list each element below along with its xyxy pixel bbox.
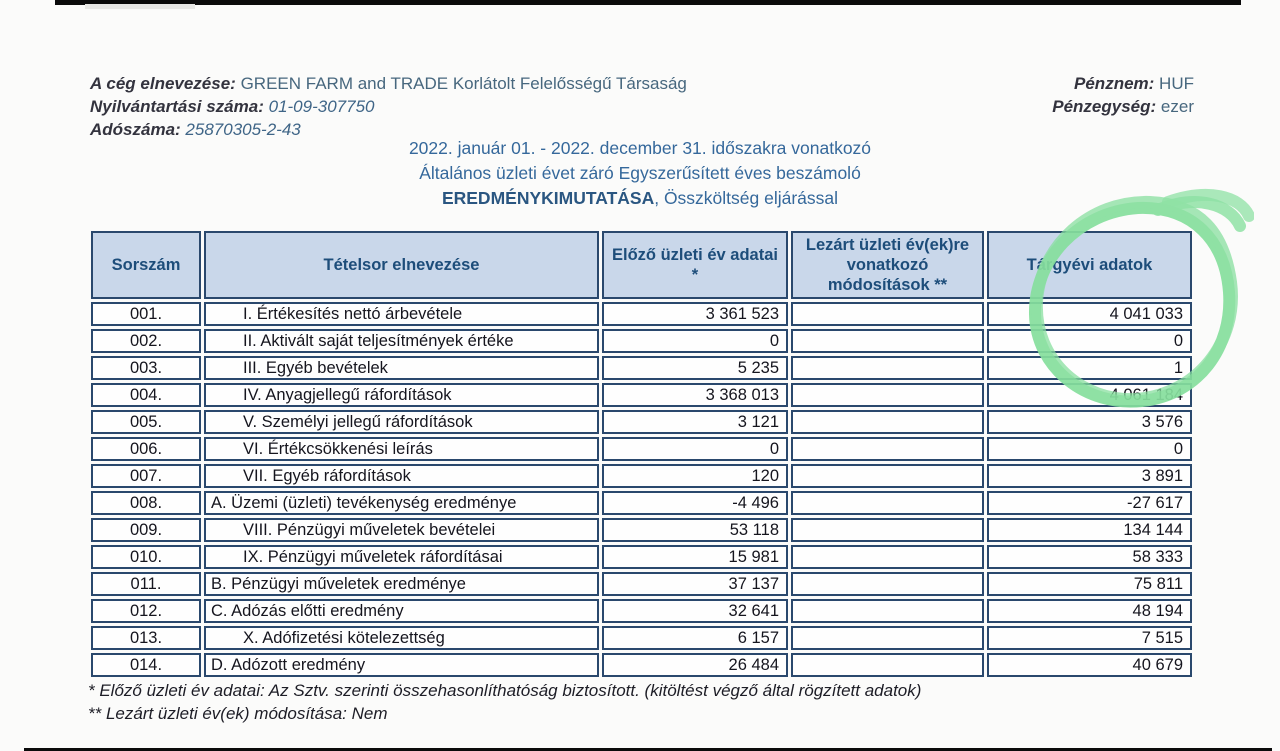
row-label-cell: VII. Egyéb ráfordítások [204,464,599,488]
table-row [91,464,1192,488]
row-label-cell: V. Személyi jellegű ráfordítások [204,410,599,434]
row-label-cell: II. Aktivált saját teljesítmények értéke [204,329,599,353]
current-year-value-cell: -27 617 [987,491,1192,515]
previous-year-value-cell: 15 981 [602,545,788,569]
registration-number-label: Nyilvántartási száma: [90,97,264,116]
row-label-cell: X. Adófizetési kötelezettség [204,626,599,650]
current-year-value-cell: 3 891 [987,464,1192,488]
report-type-line: Általános üzleti évet záró Egyszerűsített éves beszámoló [419,163,861,183]
table-row [91,491,1192,515]
row-label-cell: A. Üzemi (üzleti) tevékenység eredménye [204,491,599,515]
modifications-value-cell [791,437,984,461]
previous-year-value-cell: 5 235 [602,356,788,380]
report-period-line: 2022. január 01. - 2022. december 31. időszakra vonatkozó [408,138,872,158]
tax-number-label: Adószáma: [90,120,181,139]
current-year-value-cell: 134 144 [987,518,1192,542]
column-header-sorszam: Sorszám [91,231,201,299]
footnote-2: ** Lezárt üzleti év(ek) módosítása: Nem [88,704,388,723]
previous-year-value-cell: 3 361 523 [602,302,788,326]
current-year-value-cell: 4 061 184 [987,383,1192,407]
income-statement-table [88,228,1195,680]
currency-value: HUF [1159,74,1194,93]
row-number-cell: 004. [91,383,201,407]
modifications-value-cell [791,626,984,650]
company-name-value: GREEN FARM and TRADE Korlátolt Felelősségű Társaság [240,74,687,93]
modifications-value-cell [791,410,984,434]
row-label-cell: I. Értékesítés nettó árbevétele [204,302,599,326]
currency-line [1052,72,1194,95]
table-row [91,572,1192,596]
report-name-rest: , Összköltség eljárással [654,188,839,208]
registration-number-line [90,95,687,118]
row-number-cell: 013. [91,626,201,650]
current-year-value-cell: 58 333 [987,545,1192,569]
previous-year-value-cell: 32 641 [602,599,788,623]
modifications-value-cell [791,383,984,407]
row-label-cell: D. Adózott eredmény [204,653,599,677]
current-year-value-cell: 0 [987,437,1192,461]
row-number-cell: 014. [91,653,201,677]
photo-edge-top [55,0,1241,5]
currency-label: Pénznem: [1074,74,1155,93]
table-row [91,653,1192,677]
row-number-cell: 003. [91,356,201,380]
previous-year-value-cell: 0 [602,437,788,461]
table-row [91,599,1192,623]
modifications-value-cell [791,464,984,488]
row-number-cell: 006. [91,437,201,461]
footnotes-block [88,679,921,725]
row-label-cell: IV. Anyagjellegű ráfordítások [204,383,599,407]
table-row [91,626,1192,650]
table-row [91,437,1192,461]
modifications-value-cell [791,329,984,353]
row-number-cell: 009. [91,518,201,542]
report-name-line [0,186,1280,211]
unit-label: Pénzegység: [1052,97,1157,116]
current-year-value-cell: 1 [987,356,1192,380]
row-number-cell: 005. [91,410,201,434]
current-year-value-cell: 40 679 [987,653,1192,677]
row-number-cell: 010. [91,545,201,569]
company-name-line [90,72,687,95]
previous-year-value-cell: 120 [602,464,788,488]
row-number-cell: 011. [91,572,201,596]
previous-year-value-cell: 0 [602,329,788,353]
table-row [91,356,1192,380]
table-row [91,518,1192,542]
report-name-bold: EREDMÉNYKIMUTATÁSA [441,188,655,208]
currency-info-block [1052,72,1194,118]
previous-year-value-cell: 3 368 013 [602,383,788,407]
tax-number-value: 25870305-2-43 [185,120,301,139]
modifications-value-cell [791,545,984,569]
row-label-cell: IX. Pénzügyi műveletek ráfordításai [204,545,599,569]
table-row [91,410,1192,434]
unit-value: ezer [1160,97,1194,116]
previous-year-value-cell: 3 121 [602,410,788,434]
column-header-tetelsor: Tételsor elnevezése [204,231,599,299]
registration-number-value: 01-09-307750 [268,97,375,116]
column-header-modositasok: Lezárt üzleti év(ek)re vonatkozó módosítások ** [791,231,984,299]
table-row [91,329,1192,353]
row-label-cell: VI. Értékcsökkenési leírás [204,437,599,461]
previous-year-value-cell: 6 157 [602,626,788,650]
previous-year-value-cell: 53 118 [602,518,788,542]
row-number-cell: 002. [91,329,201,353]
company-info-block [90,72,687,141]
report-title-block [0,136,1280,211]
previous-year-value-cell: 37 137 [602,572,788,596]
row-number-cell: 012. [91,599,201,623]
row-label-cell: VIII. Pénzügyi műveletek bevételei [204,518,599,542]
footnote-1: * Előző üzleti év adatai: Az Sztv. szerinti összehasonlíthatóság biztosított. (kitöltést végző által rögzített adatok) [88,681,922,700]
row-number-cell: 007. [91,464,201,488]
row-label-cell: III. Egyéb bevételek [204,356,599,380]
previous-year-value-cell: -4 496 [602,491,788,515]
modifications-value-cell [791,302,984,326]
column-header-targyev: Tárgyévi adatok [987,231,1192,299]
table-body [91,302,1192,677]
table-row [91,302,1192,326]
modifications-value-cell [791,518,984,542]
current-year-value-cell: 0 [987,329,1192,353]
row-label-cell: C. Adózás előtti eredmény [204,599,599,623]
photo-edge-top-highlight [85,4,195,9]
table-header-row [91,231,1192,299]
current-year-value-cell: 48 194 [987,599,1192,623]
table-row [91,545,1192,569]
unit-line [1052,95,1194,118]
row-number-cell: 008. [91,491,201,515]
table-row [91,383,1192,407]
modifications-value-cell [791,572,984,596]
row-number-cell: 001. [91,302,201,326]
previous-year-value-cell: 26 484 [602,653,788,677]
current-year-value-cell: 75 811 [987,572,1192,596]
column-header-elozo-ev: Előző üzleti év adatai * [602,231,788,299]
modifications-value-cell [791,491,984,515]
modifications-value-cell [791,356,984,380]
company-name-label: A cég elnevezése: [90,74,236,93]
modifications-value-cell [791,653,984,677]
current-year-value-cell: 3 576 [987,410,1192,434]
row-label-cell: B. Pénzügyi műveletek eredménye [204,572,599,596]
modifications-value-cell [791,599,984,623]
current-year-value-cell: 7 515 [987,626,1192,650]
current-year-value-cell: 4 041 033 [987,302,1192,326]
